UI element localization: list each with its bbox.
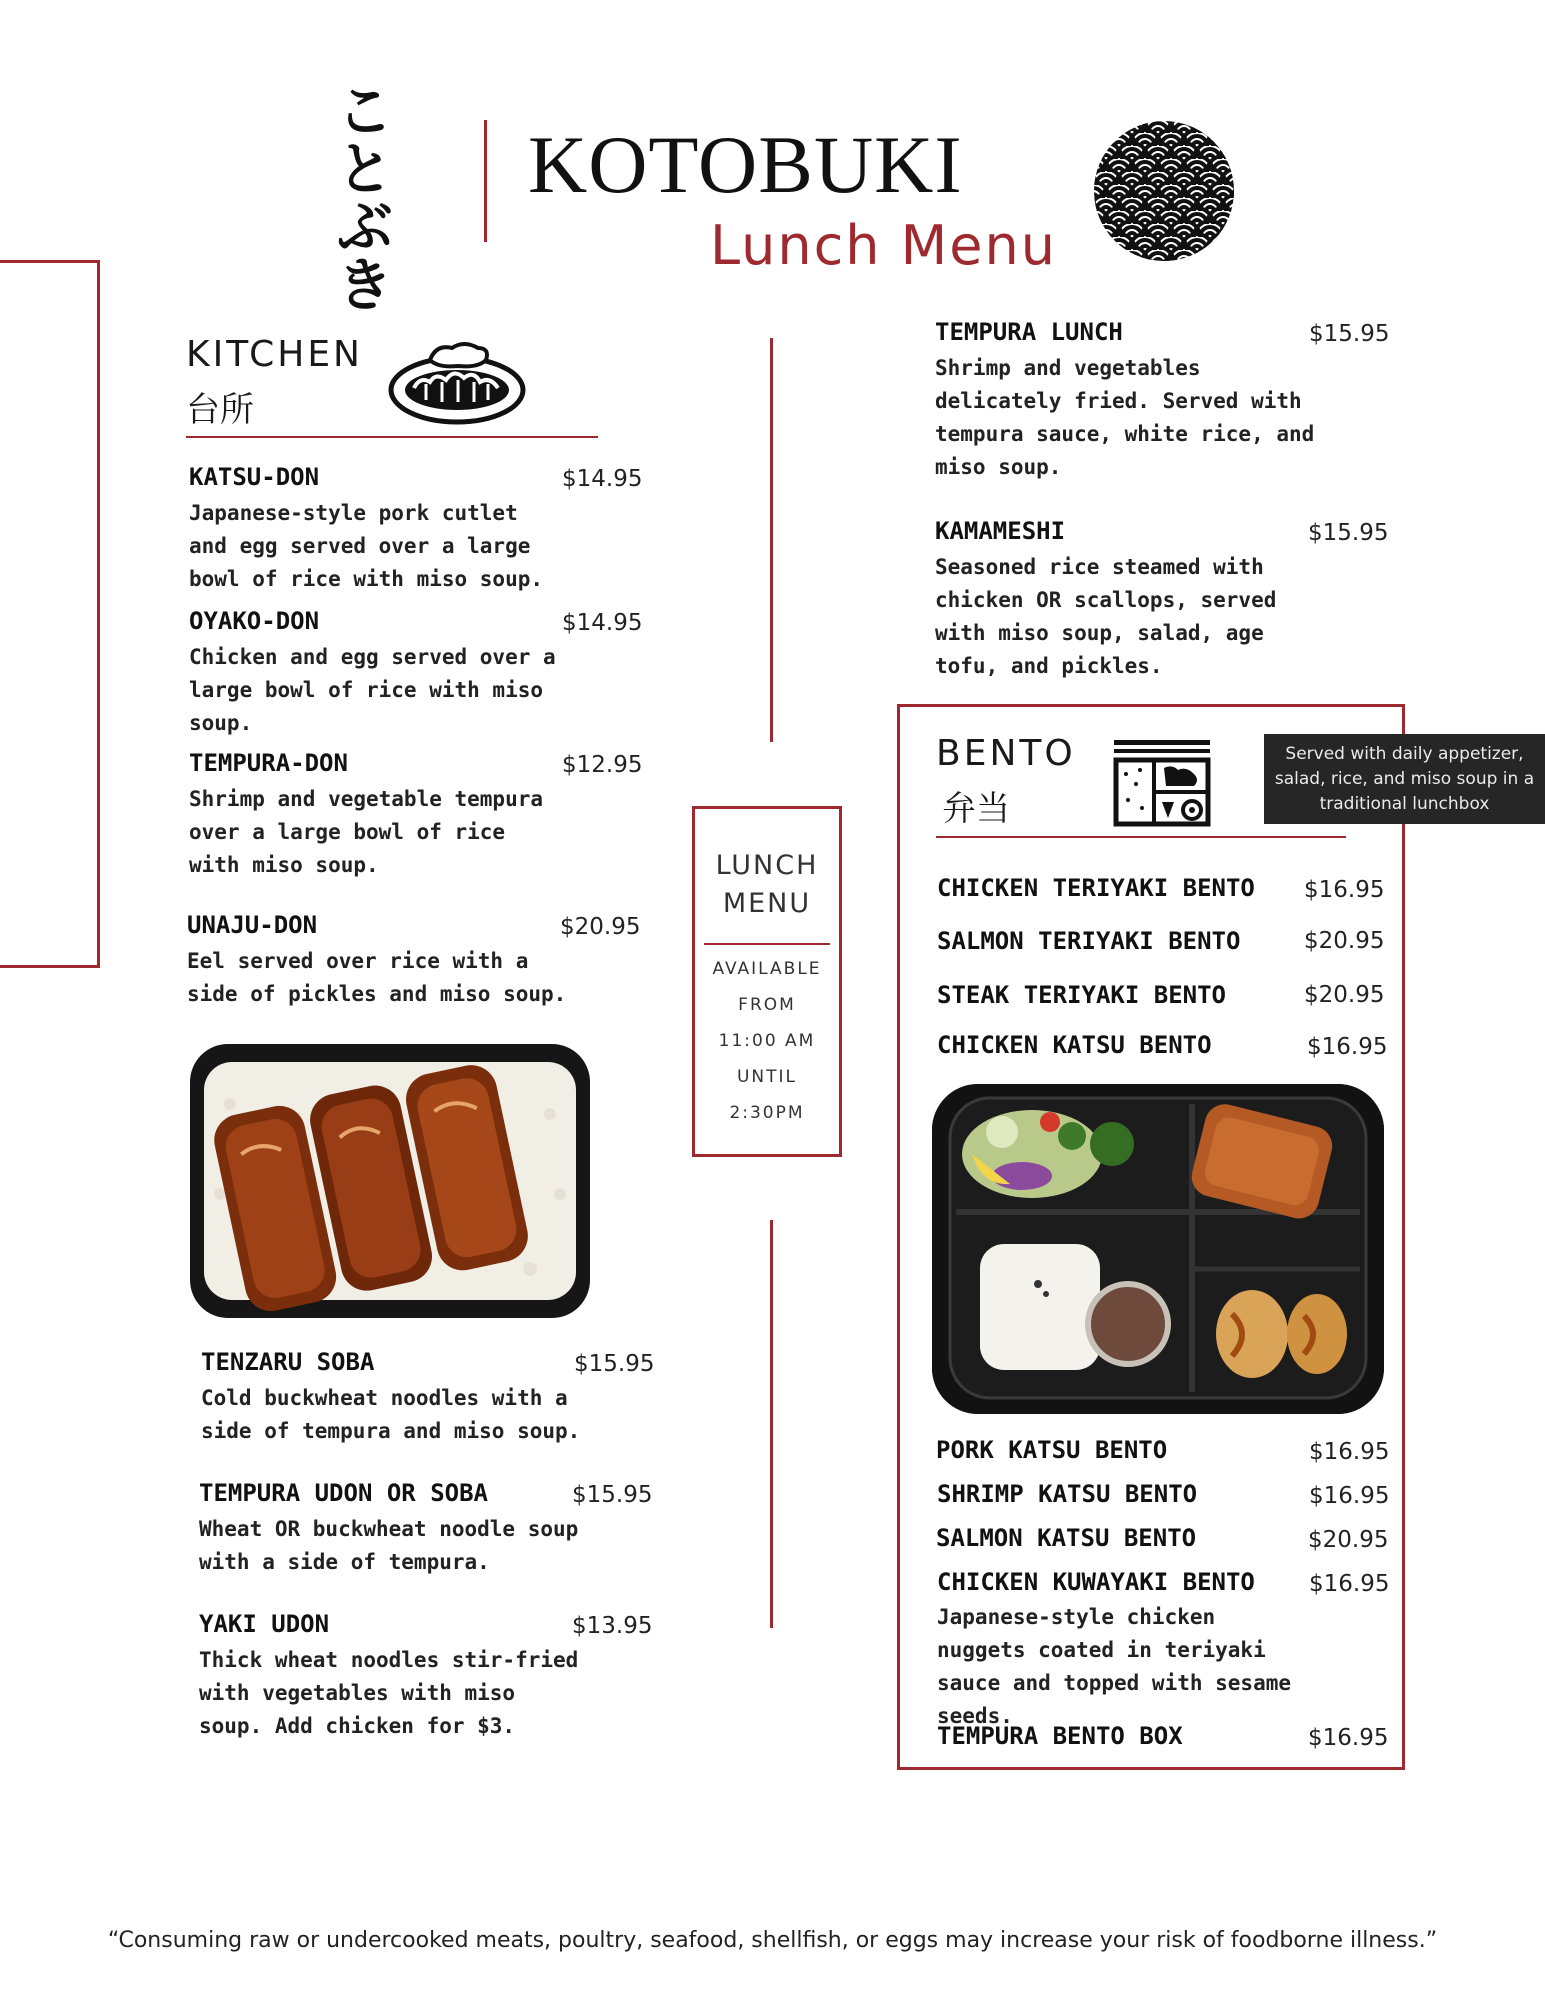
menu-item-name: OYAKO-DON — [189, 607, 320, 635]
wave-arc — [1128, 259, 1136, 262]
menu-item-name: PORK KATSU BENTO — [936, 1436, 1168, 1464]
menu-item-price: $20.95 — [1304, 928, 1385, 954]
lunch-hours-box — [692, 806, 842, 1157]
wave-arc — [1232, 259, 1235, 262]
wave-arc — [1233, 156, 1235, 172]
wave-arc — [1233, 234, 1235, 250]
menu-item-name: TEMPURA-DON — [189, 749, 348, 777]
wave-arc — [1093, 130, 1109, 146]
bento-photo — [932, 1084, 1384, 1414]
wave-arc — [1093, 120, 1096, 133]
menu-item-price: $12.95 — [562, 752, 643, 778]
wave-arc — [1232, 233, 1235, 237]
wave-arc — [1102, 129, 1110, 133]
wave-arc — [1232, 129, 1235, 133]
menu-item-desc: Cold buckwheat noodles with a side of tempura and miso soup. — [201, 1386, 581, 1443]
menu-item-desc: Wheat OR buckwheat noodle soup with a side of tempura. — [199, 1517, 579, 1574]
menu-item-name: CHICKEN TERIYAKI BENTO — [937, 874, 1255, 902]
bento-note: Served with daily appetizer, salad, rice, and miso soup in a traditional lunchbox — [1264, 734, 1545, 824]
rice-bowl-icon — [386, 338, 528, 426]
wave-arc — [1093, 247, 1122, 262]
wave-arc — [1093, 220, 1097, 224]
menu-item-name: CHICKEN KUWAYAKI BENTO — [937, 1568, 1255, 1596]
menu-item-name: STEAK TERIYAKI BENTO — [937, 981, 1226, 1009]
menu-item-price: $13.95 — [572, 1613, 653, 1639]
wave-arc — [1096, 123, 1116, 133]
menu-item-name: CHICKEN KATSU BENTO — [937, 1031, 1212, 1059]
wave-arc — [1093, 136, 1103, 146]
wave-arc — [1102, 259, 1110, 262]
wave-arc — [1093, 234, 1109, 250]
menu-item-name: SALMON KATSU BENTO — [936, 1524, 1197, 1552]
wave-arc — [1154, 259, 1162, 262]
seigaiha-wave-icon — [1093, 120, 1235, 262]
menu-item-price: $16.95 — [1307, 1034, 1388, 1060]
wave-arc — [1093, 143, 1096, 159]
menu-item-price: $16.95 — [1309, 1483, 1390, 1509]
left-bracket — [0, 260, 100, 968]
wave-arc — [1200, 123, 1220, 133]
center-divider-top — [770, 338, 773, 742]
wave-arc — [1093, 142, 1097, 146]
wave-arc — [1232, 207, 1235, 211]
wave-arc — [1194, 247, 1226, 262]
kitchen-underline — [186, 436, 598, 438]
bento-kanji: 弁当 — [942, 789, 1010, 829]
menu-item-price: $20.95 — [1304, 982, 1385, 1008]
wave-arc — [1207, 234, 1235, 250]
wave-arc — [1219, 142, 1227, 146]
menu-item-name: TEMPURA BENTO BOX — [937, 1722, 1183, 1750]
wave-arc — [1219, 246, 1227, 250]
wave-arc — [1207, 260, 1235, 262]
menu-item-name: TENZARU SOBA — [201, 1348, 375, 1376]
wave-arc — [1096, 253, 1116, 262]
wave-arc — [1093, 240, 1103, 250]
menu-item-price: $16.95 — [1304, 877, 1385, 903]
menu-item-name: KAMAMESHI — [935, 517, 1066, 545]
wave-arc — [1213, 240, 1233, 250]
menu-item-price: $16.95 — [1308, 1725, 1389, 1751]
wave-arc — [1181, 260, 1213, 262]
menu-item-desc: Shrimp and vegetable tempura over a large bowl of rice with miso soup. — [189, 787, 544, 877]
kitchen-title: KITCHEN — [186, 334, 363, 375]
menu-item-price: $20.95 — [560, 914, 641, 940]
menu-item-desc: Eel served over rice with a side of pickles and miso soup. — [187, 949, 567, 1006]
header-divider — [484, 120, 487, 242]
wave-arc — [1103, 260, 1135, 262]
menu-item-desc: Thick wheat noodles stir-fried with vegetables with miso soup. Add chicken for $3. — [199, 1648, 579, 1738]
menu-item-desc: Chicken and egg served over a large bowl of rice with miso soup. — [189, 645, 556, 735]
menu-item-name: TEMPURA UDON OR SOBA — [199, 1479, 488, 1507]
wave-arc — [1115, 246, 1123, 250]
menu-item-price: $15.95 — [1308, 520, 1389, 546]
menu-item-desc: Japanese-style pork cutlet and egg served over a large bowl of rice with miso soup. — [189, 501, 544, 591]
lunch-box-hours: AVAILABLE FROM 11:00 AM UNTIL 2:30PM — [712, 959, 822, 1123]
wave-arc — [1093, 168, 1097, 172]
menu-item-desc: Japanese-style chicken nuggets coated in teriyaki sauce and topped with sesame seeds. — [937, 1605, 1292, 1728]
menu-item-name: UNAJU-DON — [187, 911, 318, 939]
menu-item-price: $15.95 — [1309, 321, 1390, 347]
bento-title: BENTO — [936, 733, 1076, 774]
wave-arc — [1093, 247, 1096, 262]
wave-arc — [1220, 247, 1235, 262]
wave-arc — [1093, 260, 1109, 262]
bento-underline — [936, 836, 1346, 838]
menu-item-name: SHRIMP KATSU BENTO — [937, 1480, 1198, 1508]
food-safety-disclaimer: “Consuming raw or undercooked meats, poultry, seafood, shellfish, or eggs may increase your risk of foodborne illness.” — [107, 1928, 1438, 1953]
wave-arc — [1233, 130, 1235, 146]
lunch-box-divider — [704, 943, 830, 945]
menu-item-price: $15.95 — [572, 1482, 653, 1508]
menu-item-price: $16.95 — [1309, 1571, 1390, 1597]
wave-arc — [1226, 253, 1235, 262]
menu-item-name: YAKI UDON — [199, 1610, 330, 1638]
menu-item-name: SALMON TERIYAKI BENTO — [937, 927, 1241, 955]
wave-arc — [1206, 259, 1214, 262]
wave-arc — [1093, 221, 1096, 237]
wave-arc — [1232, 155, 1235, 159]
menu-item-desc: Seasoned rice steamed with chicken OR scallops, served with miso soup, salad, age tofu, and pickles. — [935, 555, 1277, 678]
wave-arc — [1093, 246, 1097, 250]
wave-arc — [1226, 227, 1235, 237]
wave-arc — [1180, 259, 1188, 262]
menu-item-price: $20.95 — [1308, 1527, 1389, 1553]
menu-item-name: KATSU-DON — [189, 463, 320, 491]
lunch-box-title: LUNCH MENU — [715, 850, 819, 919]
logo-kanji: ことぶき — [326, 80, 394, 312]
wave-arc — [1093, 120, 1122, 133]
unaju-photo — [190, 1044, 590, 1318]
center-divider-bottom — [770, 1220, 773, 1628]
wave-arc — [1233, 260, 1235, 262]
menu-item-name: TEMPURA LUNCH — [935, 318, 1123, 346]
wave-arc — [1233, 208, 1235, 224]
brand-title: KOTOBUKI — [528, 119, 963, 210]
wave-arc — [1206, 129, 1214, 133]
wave-arc — [1226, 149, 1235, 159]
menu-item-price: $16.95 — [1309, 1439, 1390, 1465]
wave-arc — [1200, 253, 1220, 262]
menu-item-price: $15.95 — [574, 1351, 655, 1377]
wave-arc — [1102, 233, 1110, 237]
menu-item-price: $14.95 — [562, 466, 643, 492]
kitchen-kanji: 台所 — [186, 390, 254, 430]
bento-box-icon — [1112, 738, 1214, 828]
menu-item-desc: Shrimp and vegetables delicately fried. Served with tempura sauce, white rice, and miso soup. — [935, 356, 1315, 479]
wave-arc — [1220, 120, 1235, 133]
wave-arc — [1226, 123, 1235, 133]
page-subtitle: Lunch Menu — [710, 214, 1057, 277]
wave-arc — [1122, 253, 1142, 262]
menu-item-price: $14.95 — [562, 610, 643, 636]
